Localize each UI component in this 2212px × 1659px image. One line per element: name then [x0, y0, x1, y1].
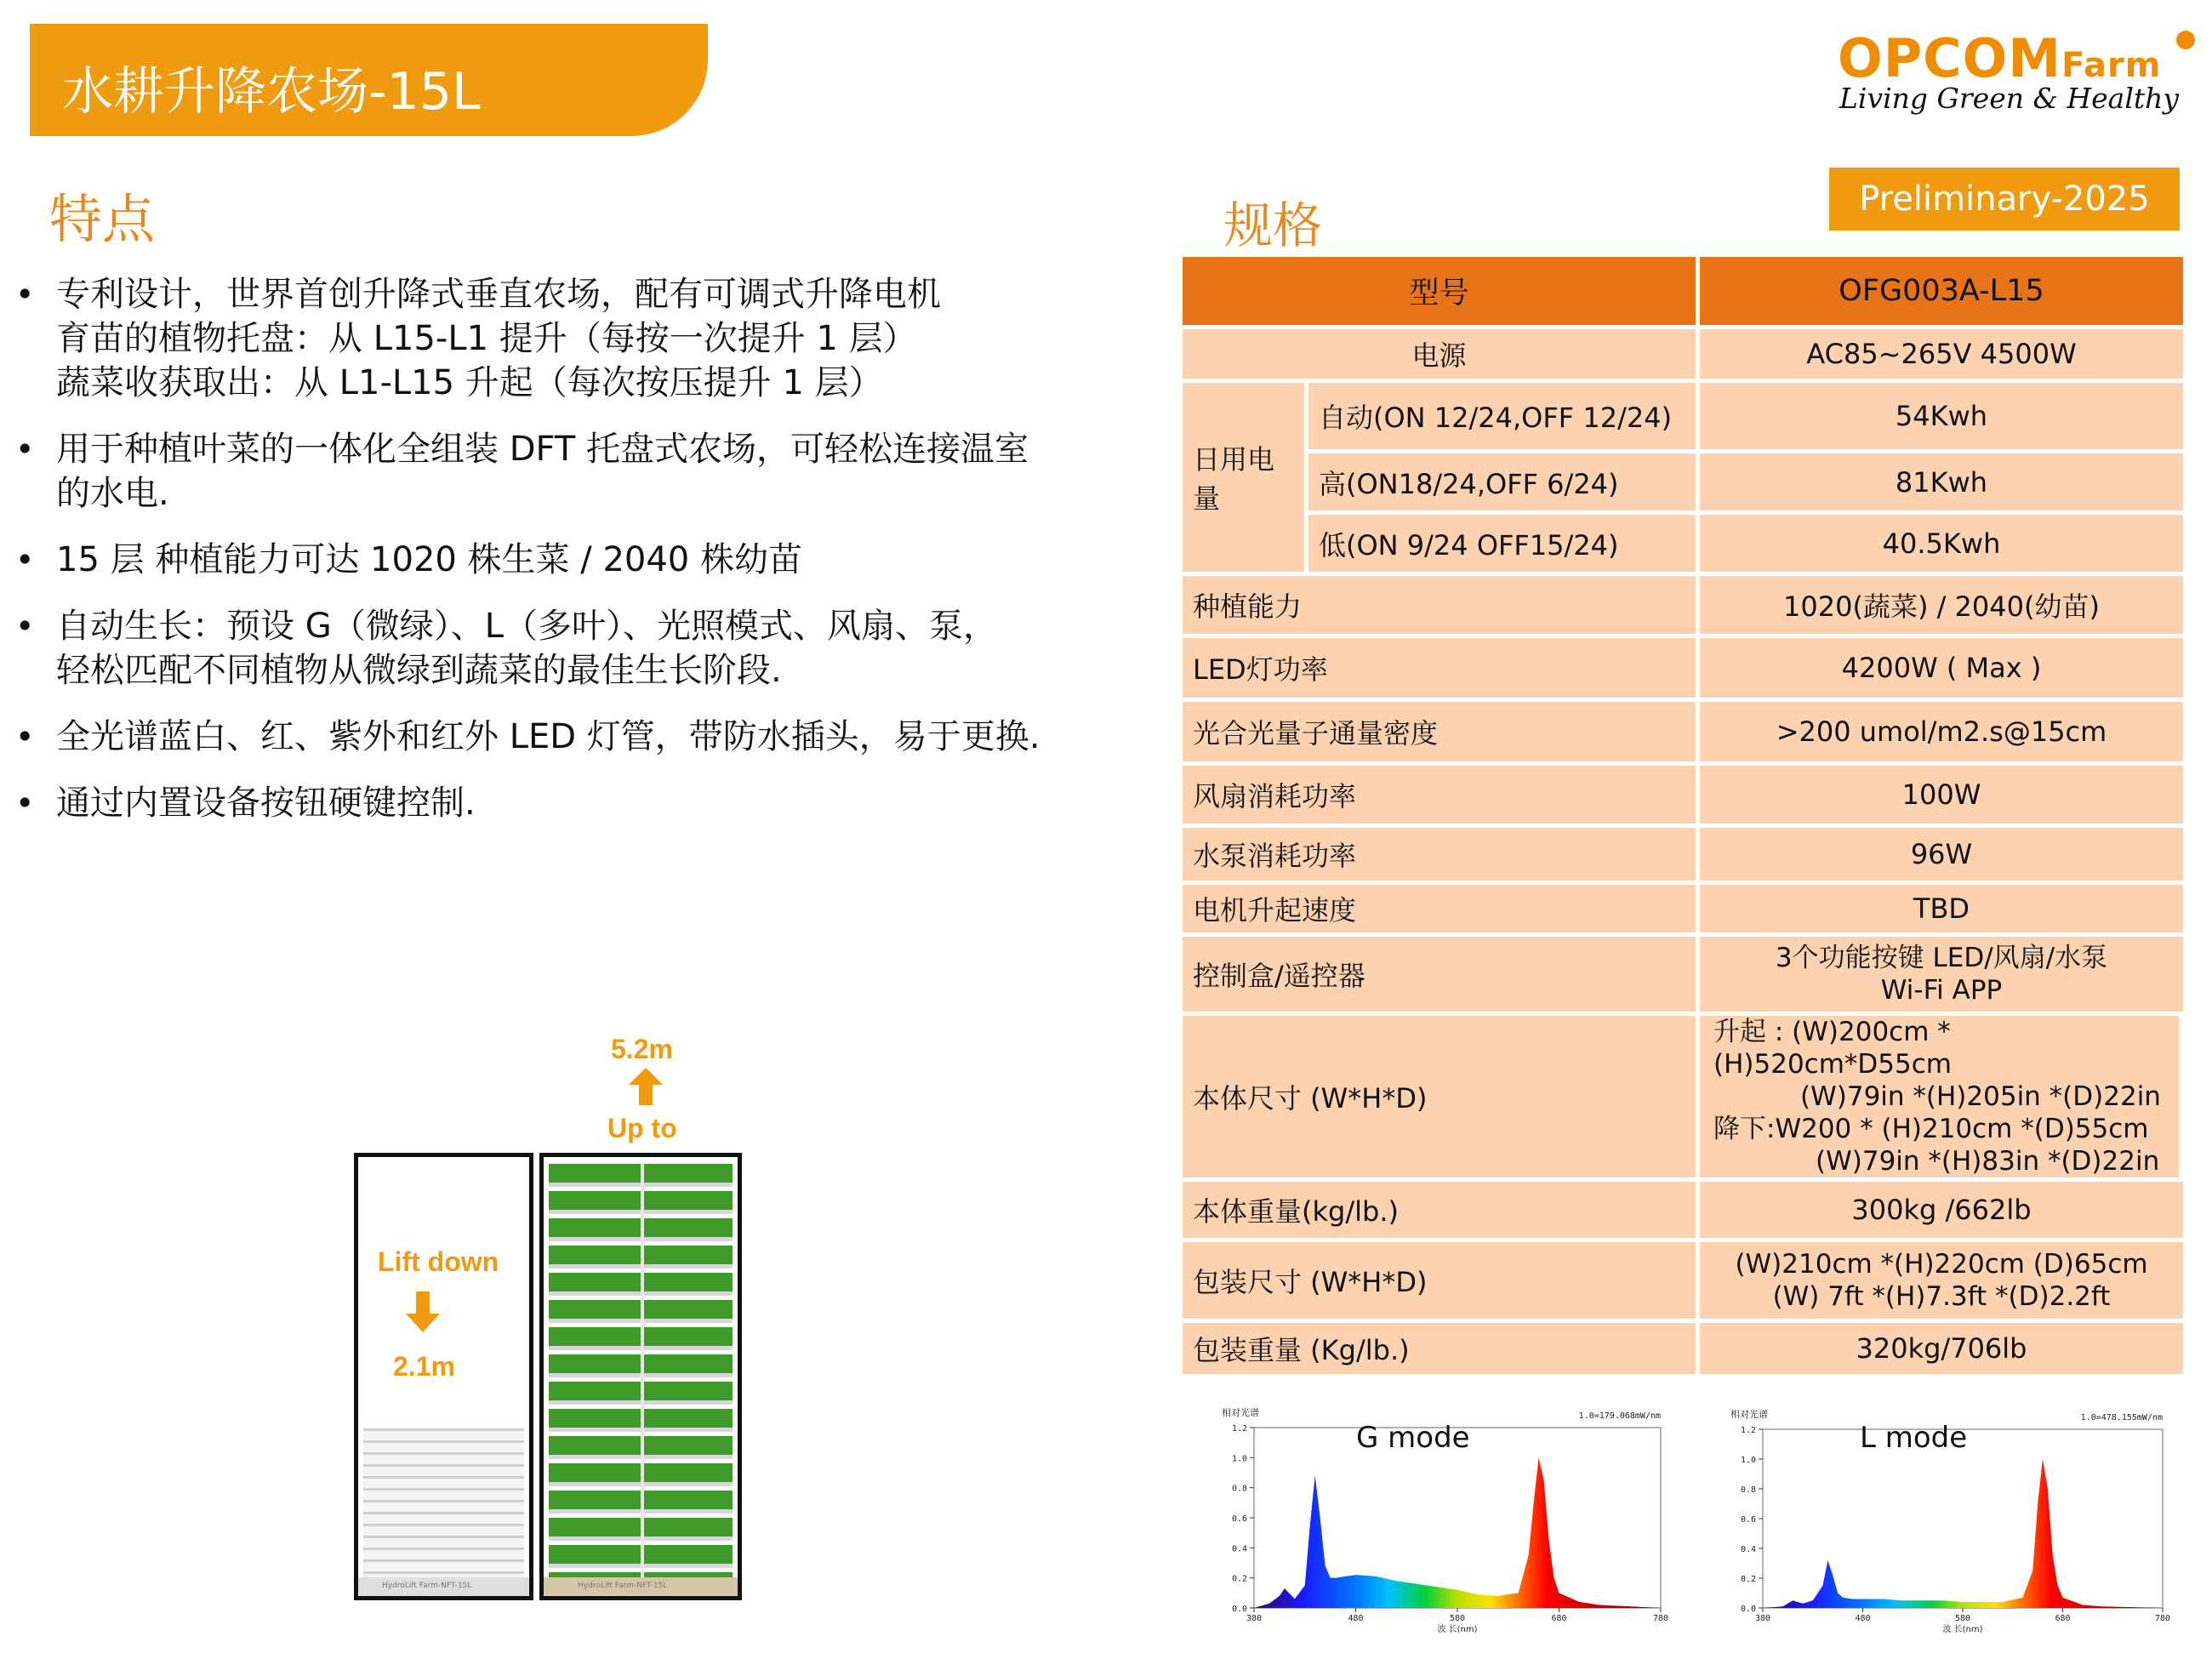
spec-value: 1020(蔬菜) / 2040(幼苗): [1700, 576, 2183, 634]
spec-label: 电机升起速度: [1183, 885, 1700, 932]
spec-value: OFG003A-L15: [1700, 257, 2183, 325]
feature-line: • 专利设计，世界首创升降式垂直农场，配有可调式升降电机: [56, 275, 941, 314]
feature-item: [9, 427, 1140, 516]
x-tick-label: 680: [2055, 1614, 2071, 1623]
spec-row: [1183, 885, 2183, 932]
feature-line: • 15 层 种植能力可达 1020 株生菜 / 2040 株幼苗: [56, 540, 802, 579]
spec-row-daily: [1183, 453, 2183, 510]
up-to-label: Up to: [607, 1113, 677, 1143]
chart-title: L mode: [1860, 1421, 1968, 1455]
x-tick-label: 480: [1348, 1614, 1364, 1623]
y-tick-label: 0.4: [1231, 1544, 1247, 1554]
x-tick-label: 580: [1954, 1614, 1971, 1623]
spectrum-area: [1763, 1459, 2163, 1608]
spec-sublabel: 高(ON18/24,OFF 6/24): [1308, 453, 1700, 510]
unit-base-text: HydroLift Farm-NFT-15L: [382, 1582, 472, 1590]
spec-row: [1183, 766, 2183, 824]
spec-value: 40.5Kwh: [1700, 515, 2183, 572]
page-title: 水耕升降农场-15L: [62, 62, 481, 122]
spec-row: [1183, 828, 2183, 881]
y-axis-label: 相对光谱: [1222, 1407, 1259, 1418]
plot-frame: [1763, 1429, 2163, 1608]
sun-icon: [2176, 31, 2195, 49]
spec-row: [1183, 576, 2183, 634]
spec-sublabel: 低(ON 9/24 OFF15/24): [1308, 515, 1700, 572]
y-tick-label: 0.4: [1740, 1545, 1756, 1554]
feature-item: [9, 781, 1140, 825]
spec-value: 320kg/706lb: [1700, 1323, 2183, 1374]
spec-heading: 规格: [1223, 197, 1323, 254]
spec-value-line: 降下:W200 * (H)210cm *(D)55cm: [1713, 1114, 2149, 1144]
spec-value: 54Kwh: [1700, 383, 2183, 449]
shelf-divider: [641, 1164, 644, 1577]
feature-line: • 用于种植叶菜的一体化全组装 DFT 托盘式农场，可轻松连接温室: [56, 430, 1029, 469]
feature-item: [9, 715, 1140, 759]
spec-label: 电源: [1183, 329, 1700, 379]
preliminary-badge: Preliminary-2025: [1829, 168, 2180, 231]
spec-row: [1183, 702, 2183, 761]
chart-note: 1.0=478.155mW/nm: [2080, 1413, 2163, 1422]
feature-item: [9, 604, 1140, 693]
spec-label: 本体重量(kg/lb.): [1183, 1182, 1700, 1238]
spec-value: 96W: [1700, 828, 2183, 881]
y-tick-label: 0.6: [1231, 1514, 1247, 1524]
title-banner: [30, 24, 708, 136]
arrow-up-icon: [639, 1084, 653, 1105]
feature-line: • 自动生长：预设 G（微绿）、L（多叶）、光照模式、风扇、泵，: [56, 607, 997, 646]
features-list: [9, 272, 1140, 847]
chart-note: 1.0=179.068mW/nm: [1578, 1411, 1661, 1421]
spectrum-area: [1254, 1457, 1661, 1608]
spec-value: 4200W ( Max ): [1700, 638, 2183, 698]
y-tick-label: 0.8: [1231, 1484, 1247, 1494]
spec-label: 风扇消耗功率: [1183, 766, 1700, 824]
spec-value: 81Kwh: [1700, 453, 2183, 510]
spec-row-pack-weight: [1183, 1323, 2183, 1374]
x-axis-label: 波 长(nm): [1942, 1625, 1983, 1634]
spec-label: 光合光量子通量密度: [1183, 702, 1700, 761]
spec-row-pack-size: [1183, 1242, 2183, 1319]
lift-down-label: Lift down: [378, 1246, 499, 1277]
unit-base: [544, 1577, 738, 1596]
spec-value: AC85~265V 4500W: [1700, 329, 2183, 379]
spec-value-line: (W)79in *(H)205in *(D)22in: [1800, 1081, 2161, 1112]
spec-value-line: 3个功能按键 LED/风扇/水泵: [1775, 943, 2108, 973]
spec-row-power: [1183, 329, 2183, 379]
down-height-label: 2.1m: [393, 1351, 455, 1382]
spec-label: LED灯功率: [1183, 638, 1700, 698]
arrow-down-icon: [406, 1314, 440, 1332]
up-height-label: 5.2m: [611, 1034, 673, 1064]
spec-value: [1700, 1016, 2183, 1177]
feature-line: • 通过内置设备按钮硬键控制.: [56, 784, 476, 823]
x-tick-label: 680: [1551, 1614, 1567, 1623]
y-tick-label: 1.2: [1231, 1424, 1247, 1434]
x-tick-label: 580: [1449, 1614, 1466, 1623]
y-tick-label: 0.0: [1231, 1605, 1247, 1614]
spec-row-weight: [1183, 1182, 2183, 1238]
spectrum-chart-l: [1727, 1405, 2178, 1635]
spec-row-control: [1183, 937, 2183, 1012]
spec-sublabel: 自动(ON 12/24,OFF 12/24): [1308, 383, 1700, 449]
x-tick-label: 780: [2154, 1614, 2171, 1623]
feature-line: 蔬菜收获取出：从 L1-L15 升起（每次按压提升 1 层）: [56, 363, 883, 402]
spec-value-line: (W)210cm *(H)220cm (D)65cm: [1735, 1249, 2148, 1280]
spec-value: [1700, 1242, 2183, 1319]
arrow-down-icon: [416, 1291, 430, 1314]
spec-label: 包装重量 (Kg/lb.): [1183, 1323, 1700, 1374]
logo-farm: Farm: [2061, 46, 2162, 85]
feature-line: 育苗的植物托盘：从 L15-L1 提升（每按一次提升 1 层）: [56, 319, 917, 358]
x-axis-label: 波 长(nm): [1437, 1625, 1478, 1634]
chart-title: G mode: [1356, 1421, 1470, 1455]
feature-item: [9, 538, 1140, 582]
spec-table: [1183, 253, 2183, 1378]
spec-label: 日用电量: [1183, 383, 1308, 572]
arrow-up-icon: [629, 1068, 663, 1085]
spec-row-daily: [1183, 515, 2183, 572]
logo-brand: OPCOM: [1838, 27, 2062, 89]
y-tick-label: 1.0: [1231, 1454, 1247, 1464]
feature-line: 的水电.: [56, 474, 169, 513]
spec-value-line: 升起 : (W)200cm *(H)520cm*D55cm: [1713, 1017, 1952, 1080]
logo-wordmark: [1838, 27, 2161, 89]
unit-base: [358, 1577, 529, 1596]
x-tick-label: 380: [1246, 1614, 1263, 1623]
spec-row: [1183, 638, 2183, 698]
spec-value: [1700, 937, 2183, 1012]
spec-label: 种植能力: [1183, 576, 1700, 634]
y-tick-label: 0.6: [1740, 1515, 1756, 1525]
spec-label: 本体尺寸 (W*H*D): [1183, 1016, 1700, 1177]
features-heading: 特点: [49, 188, 156, 250]
raised-farm-unit: [539, 1153, 742, 1600]
spec-label: 水泵消耗功率: [1183, 828, 1700, 881]
spec-label: 包装尺寸 (W*H*D): [1183, 1242, 1700, 1319]
feature-line: • 全光谱蓝白、红、紫外和红外 LED 灯管，带防水插头，易于更换.: [56, 717, 1040, 756]
feature-item: [9, 272, 1140, 405]
x-tick-label: 380: [1754, 1614, 1771, 1623]
spec-value: >200 umol/m2.s@15cm: [1700, 702, 2183, 761]
y-tick-label: 1.0: [1740, 1456, 1756, 1465]
y-tick-label: 0.0: [1740, 1605, 1756, 1614]
spec-value-line: Wi-Fi APP: [1880, 975, 2003, 1006]
spec-value: 300kg /662lb: [1700, 1182, 2183, 1238]
feature-line: 轻松匹配不同植物从微绿到蔬菜的最佳生长阶段.: [56, 651, 782, 690]
y-tick-label: 1.2: [1740, 1426, 1756, 1435]
spec-row-daily: [1183, 383, 2183, 449]
spec-value-line: (W)79in *(H)83in *(D)22in: [1816, 1146, 2160, 1177]
logo-tagline: Living Green & Healthy: [1839, 82, 2180, 115]
x-tick-label: 480: [1855, 1614, 1871, 1623]
stacked-trays: [363, 1428, 524, 1577]
spec-row-size: [1183, 1016, 2183, 1177]
spec-label: 型号: [1183, 257, 1700, 325]
spec-value-line: (W) 7ft *(H)7.3ft *(D)2.2ft: [1772, 1281, 2111, 1312]
y-tick-label: 0.2: [1740, 1575, 1756, 1584]
spec-label: 控制盒/遥控器: [1183, 937, 1700, 1012]
y-axis-label: 相对光谱: [1730, 1409, 1768, 1420]
x-tick-label: 780: [1652, 1614, 1669, 1623]
brand-logo: [1838, 27, 2195, 121]
y-tick-label: 0.8: [1740, 1485, 1756, 1495]
y-tick-label: 0.2: [1231, 1574, 1247, 1584]
spec-value: TBD: [1700, 885, 2183, 932]
spec-value: 100W: [1700, 766, 2183, 824]
spectrum-chart-g: [1218, 1404, 1676, 1635]
unit-base-text: HydroLift Farm-NFT-15L: [578, 1582, 668, 1590]
spec-row-model: [1183, 257, 2183, 325]
